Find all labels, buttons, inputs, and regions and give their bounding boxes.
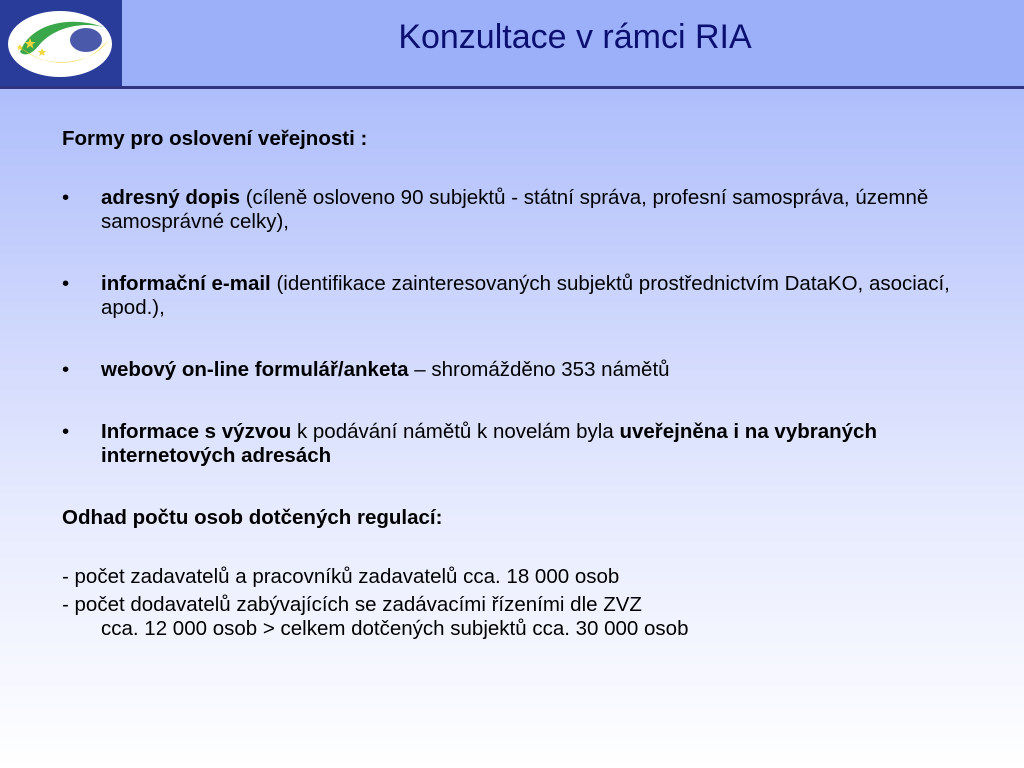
- bullet-bold-tail: uveřejněna i na vybraných internetových adresách: [101, 420, 877, 467]
- bullet-item: [62, 420, 982, 468]
- bullet-text: – shromážděno 353 námětů: [408, 358, 670, 381]
- bullet-item: [62, 358, 982, 382]
- section-heading-estimate: Odhad počtu osob dotčených regulací:: [62, 506, 443, 529]
- bullet-bold: informační e-mail: [101, 272, 271, 295]
- slide-content: [62, 127, 982, 641]
- bullet-dot: •: [62, 358, 70, 381]
- estimate-line: - počet dodavatelů zabývajících se zadávacími řízeními dle ZVZ: [62, 593, 642, 616]
- bullet-bold: webový on-line formulář/anketa: [101, 358, 409, 381]
- bullet-text: (cíleně osloveno 90 subjektů - státní správa, profesní samospráva, územně samosprávné celky),: [101, 186, 929, 233]
- bullet-dot: •: [62, 272, 70, 295]
- bullet-item: [62, 186, 982, 234]
- header-divider: [0, 86, 1024, 89]
- estimate-line: - počet zadavatelů a pracovníků zadavatelů cca. 18 000 osob: [62, 565, 620, 588]
- bullet-bold: adresný dopis: [101, 186, 240, 209]
- estimate-line-continued: cca. 12 000 osob > celkem dotčených subjektů cca. 30 000 osob: [101, 617, 689, 640]
- bullet-bold: Informace s výzvou: [101, 420, 292, 443]
- bullet-text: (identifikace zainteresovaných subjektů prostřednictvím DataKO, asociací, apod.),: [101, 272, 950, 319]
- bullet-dot: •: [62, 186, 70, 209]
- bullet-dot: •: [62, 420, 70, 443]
- slide-title: Konzultace v rámci RIA: [398, 18, 752, 56]
- section-heading-forms: Formy pro oslovení veřejnosti :: [62, 127, 368, 150]
- bullet-text: k podávání námětů k novelám byla: [291, 420, 620, 443]
- bullet-item: [62, 272, 982, 320]
